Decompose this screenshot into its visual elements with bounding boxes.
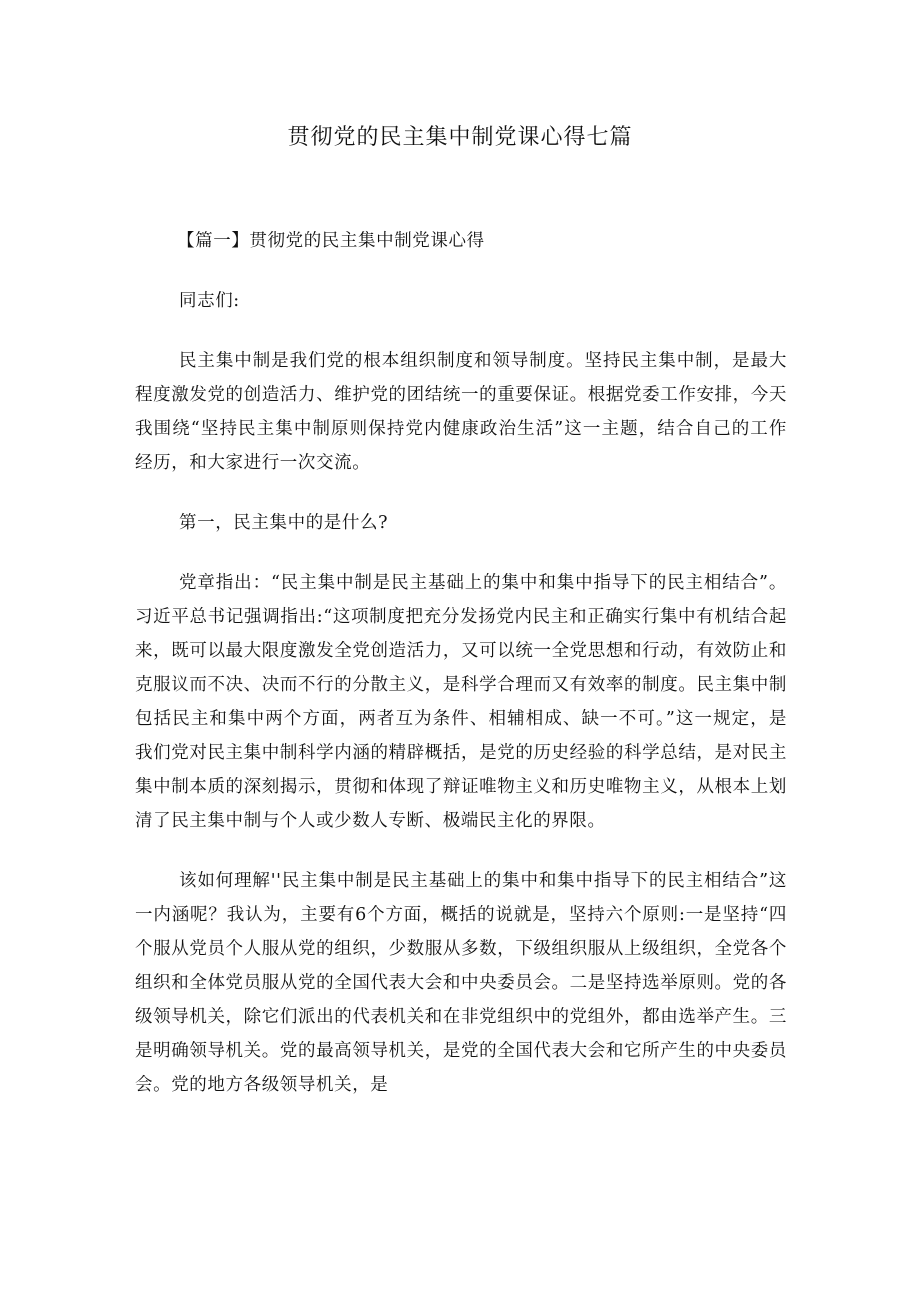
subsection-heading: 第一，民主集中的是什么? — [179, 513, 389, 533]
body-paragraph: 党章指出：“民主集中制是民主基础上的集中和集中指导下的民主相结合”。习近平总书记强调指出:“这项制度把充分发扬党内民主和正确实行集中有机结合起来，既可以最大限度激发全党创造活力，又可以统一全党思想和行动，有效防止和克服议而不决、决而不行的分散主义，是科学合理而又有效率的制度。民主集中制包括民主和集中两个方面，两者互为条件、相辅相成、缺一不可。”这一规定，是我们党对民主集中制科学内涵的精辟概括，是党的历史经验的科学总结，是对民主集中制本质的深刻揭示，贯彻和体现了辩证唯物主义和历史唯物主义，从根本上划清了民主集中制与个人或少数人专断、极端民主化的界限。 — [135, 573, 787, 831]
section-heading: 【篇一】贯彻党的民主集中制党课心得 — [177, 231, 485, 251]
body-paragraph: 该如何理解''民主集中制是民主基础上的集中和集中指导下的民主相结合”这一内涵呢？我认为，主要有6个方面，概括的说就是，坚持六个原则:一是坚持“四个服从党员个人服从党的组织，少数服从多数，下级组织服从上级组织，全党各个组织和全体党员服从党的全国代表大会和中央委员会。二是坚持选举原则。党的各级领导机关，除它们派出的代表机关和在非党组织中的党组外，都由选举产生。三是明确领导机关。党的最高领导机关，是党的全国代表大会和它所产生的中央委员会。党的地方各级领导机关，是 — [135, 871, 787, 1095]
document-title: 贯彻党的民主集中制党课心得七篇 — [287, 125, 633, 150]
document-body — [135, 224, 787, 1128]
salutation: 同志们: — [179, 291, 240, 311]
body-paragraph: 民主集中制是我们党的根本组织制度和领导制度。坚持民主集中制，是最大程度激发党的创造活力、维护党的团结统一的重要保证。根据党委工作安排，今天我围绕“坚持民主集中制原则保持党内健康政治生活”这一主题，结合自己的工作经历，和大家进行一次交流。 — [135, 351, 787, 473]
